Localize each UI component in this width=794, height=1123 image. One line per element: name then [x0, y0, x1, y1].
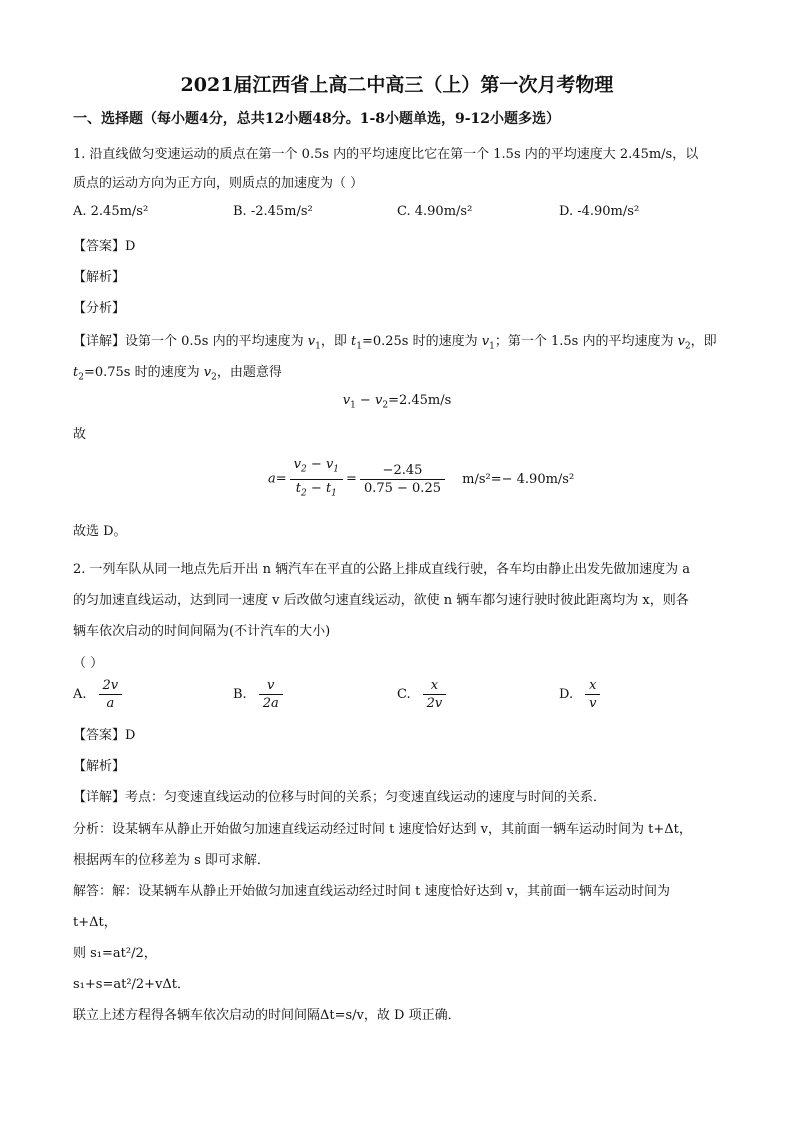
q1-gu: 故 [73, 427, 87, 442]
q2-solution-line2: t+Δt， [73, 915, 117, 930]
q2-analysis-line2: 根据两车的位移差为 s 即可求解． [73, 853, 270, 868]
q1-fenxi: 【分析】 [73, 301, 126, 316]
q1-option-a: A. 2.45m/s² [73, 204, 149, 219]
q2-option-a: A. $\frac{2v}{a}$ [73, 677, 125, 712]
q2-stem-line1: 2. 一列车队从同一地点先后开出 n 辆汽车在平直的公路上排成直线行驶，各车均由静止出发先做加速度为 a [73, 562, 691, 577]
page-title: 2021届江西省上高二中高三（上）第一次月考物理 [180, 74, 614, 96]
q1-option-c: C. 4.90m/s² [397, 204, 473, 219]
q1-answer: 【答案】D [73, 239, 136, 254]
q1-jiexi: 【解析】 [73, 270, 126, 285]
q2-equation-b: s₁+s=at²/2+vΔt． [73, 977, 191, 992]
q1-stem-line1: 1. 沿直线做匀变速运动的质点在第一个 0.5s 内的平均速度比它在第一个 1.5s 内的平均速度大 2.45m/s，以 [73, 147, 699, 162]
q2-detail: 【详解】考点：匀变速直线运动的位移与时间的关系；匀变速直线运动的速度与时间的关系． [73, 790, 607, 805]
section-heading: 一、选择题（每小题4分，总共12小题48分。1-8小题单选，9-12小题多选） [73, 111, 561, 127]
q2-option-c: C. $\frac{x}{2v}$ [397, 677, 449, 712]
q2-analysis-line1: 分析：设某辆车从静止开始做匀加速直线运动经过时间 t 速度恰好达到 v，其前面一辆车运动时间为 t+Δt， [73, 822, 692, 837]
q2-stem-line2: 的匀加速直线运动，达到同一速度 v 后改做匀速直线运动，欲使 n 辆车都匀速行驶时彼此距离均为 x，则各 [73, 593, 689, 608]
q1-detail-line2: $t_2=0.75s$ 时的速度为 $v_2$，由题意得 [73, 365, 282, 383]
q2-paren: （ ） [73, 656, 104, 671]
q2-answer: 【答案】D [73, 728, 136, 743]
q1-equation-2: a= $\frac{v_2 - v_1}{t_2 - t_1}$ = $\frac{-2.45}{0.75 - 0.25}$ m/s²=− 4.90m/s² [268, 457, 575, 499]
q2-equation-a: 则 s₁=at²/2， [73, 946, 157, 961]
q1-detail-line1: 【详解】设第一个 0.5s 内的平均速度为 $v_1$，即 $t_1=0.25s$ 时的速度为 $v_1$；第一个 1.5s 内的平均速度为 $v_2$，即 [73, 334, 717, 352]
q2-final: 联立上述方程得各辆车依次启动的时间间隔Δt=s/v，故 D 项正确． [73, 1008, 461, 1023]
q1-option-d: D. -4.90m/s² [559, 204, 640, 219]
q2-option-d: D. $\frac{x}{v}$ [559, 677, 603, 712]
q2-stem-line3: 辆车依次启动的时间间隔为(不计汽车的大小) [73, 624, 331, 639]
q2-solution-line1: 解答：解：设某辆车从静止开始做匀加速直线运动经过时间 t 速度恰好达到 v，其前面一辆车运动时间为 [73, 884, 670, 899]
q2-jiexi: 【解析】 [73, 759, 126, 774]
q1-option-b: B. -2.45m/s² [233, 204, 313, 219]
q1-stem-line2: 质点的运动方向为正方向，则质点的加速度为（ ） [73, 176, 364, 191]
q1-conclusion: 故选 D。 [73, 524, 127, 539]
q1-equation-1: $v_1 - v_2=2.45m/s$ [342, 393, 452, 411]
q2-option-b: B. $\frac{v}{2a}$ [233, 677, 286, 712]
